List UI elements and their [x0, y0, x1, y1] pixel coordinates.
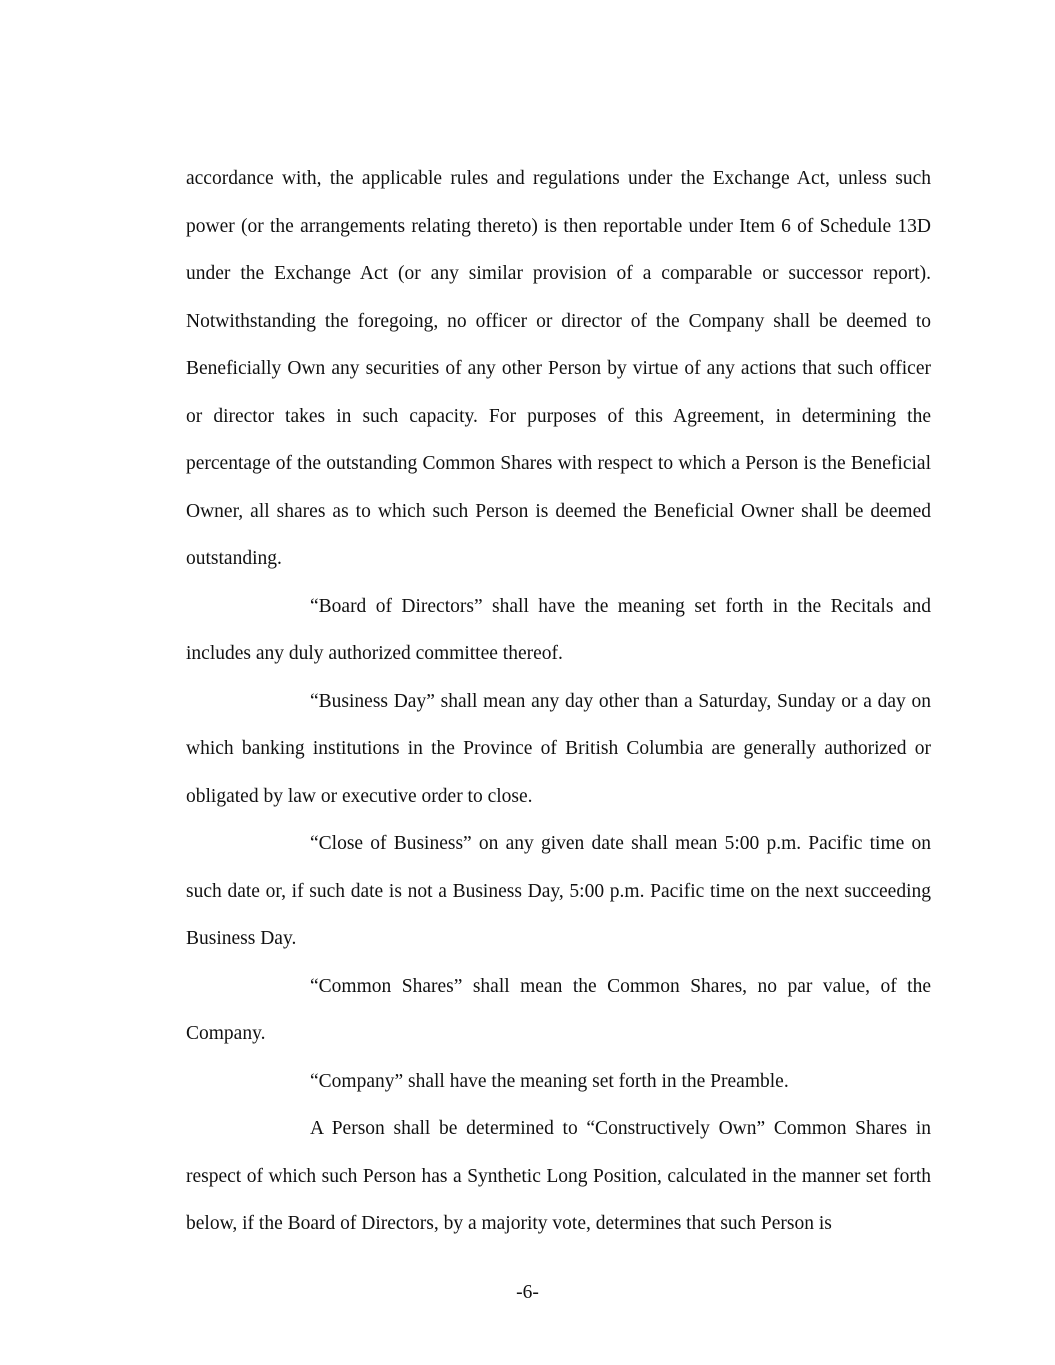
paragraph-company: “Company” shall have the meaning set forth in the Preamble.	[310, 1070, 789, 1092]
paragraph-board-of-directors: “Board of Directors” shall have the meaning set forth in the Recitals and includes any duly authorized committee thereof.	[186, 595, 931, 664]
paragraph-beneficial-owner-continued: accordance with, the applicable rules and regulations under the Exchange Act, unless such power (or the arrangements relating thereto) is then reportable under Item 6 of Schedule 13D under the Exchange Act (or any similar provision of a comparable or successor report). Notwithstanding the foregoing, no officer or director of the Company shall be deemed to Beneficially Own any securities of any other Person by virtue of any actions that such officer or director takes in such capacity. For purposes of this Agreement, in determining the percentage of the outstanding Common Shares with respect to which a Person is the Beneficial Owner, all shares as to which such Person is deemed the Beneficial Owner shall be deemed outstanding.	[186, 168, 931, 569]
document-body	[186, 155, 931, 1248]
paragraph-common-shares: “Common Shares” shall mean the Common Shares, no par value, of the Company.	[186, 975, 931, 1044]
page-number: -6-	[516, 1282, 539, 1303]
paragraph-constructively-own: A Person shall be determined to “Constructively Own” Common Shares in respect of which such Person has a Synthetic Long Position, calculated in the manner set forth below, if the Board of Directors, by a majority vote, determines that such Person is	[186, 1118, 931, 1234]
paragraph-business-day: “Business Day” shall mean any day other than a Saturday, Sunday or a day on which banking institutions in the Province of British Columbia are generally authorized or obligated by law or executive order to close.	[186, 690, 931, 807]
paragraph-close-of-business: “Close of Business” on any given date shall mean 5:00 p.m. Pacific time on such date or, if such date is not a Business Day, 5:00 p.m. Pacific time on the next succeeding Business Day.	[186, 833, 931, 949]
